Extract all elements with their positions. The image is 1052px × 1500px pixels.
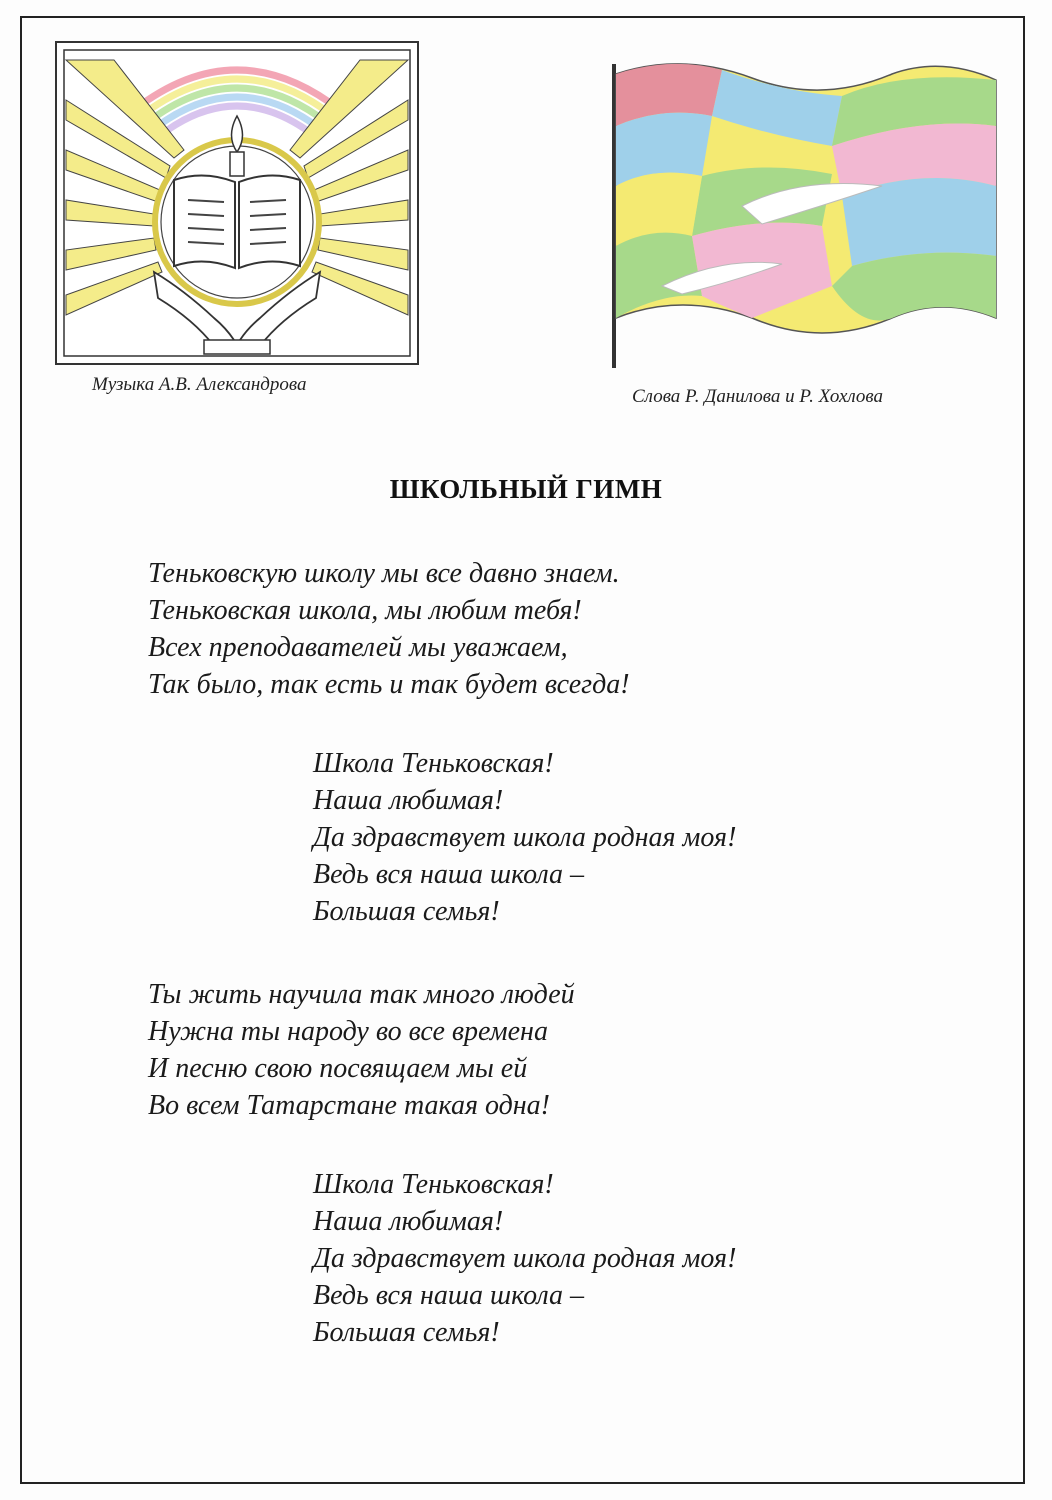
chorus-2 bbox=[313, 1166, 736, 1351]
lyric-line: Да здравствует школа родная моя! bbox=[313, 822, 737, 853]
lyrics-credit: Слова Р. Данилова и Р. Хохлова bbox=[632, 386, 884, 407]
lyric-line: Ведь вся наша школа – bbox=[313, 859, 585, 890]
lyric-line: Нужна ты народу во все времена bbox=[148, 1016, 548, 1047]
lyric-line: Большая семья! bbox=[313, 896, 500, 927]
music-credit: Музыка А.В. Александрова bbox=[92, 374, 307, 395]
lyric-line: Наша любимая! bbox=[313, 785, 504, 816]
lyric-line: И песню свою посвящаем мы ей bbox=[148, 1053, 528, 1084]
lyric-line: Ты жить научила так много людей bbox=[148, 979, 575, 1010]
lyric-line: Да здравствует школа родная моя! bbox=[313, 1243, 737, 1274]
page-title: ШКОЛЬНЫЙ ГИМН bbox=[389, 474, 663, 504]
lyric-line: Теньковскую школу мы все давно знаем. bbox=[148, 558, 620, 589]
lyric-line: Школа Теньковская! bbox=[313, 748, 554, 779]
school-flag-icon bbox=[602, 56, 1002, 376]
lyric-line: Всех преподавателей мы уважаем, bbox=[148, 632, 568, 663]
lyric-line: Наша любимая! bbox=[313, 1206, 504, 1237]
school-emblem-icon bbox=[54, 40, 420, 366]
lyric-line: Так было, так есть и так будет всегда! bbox=[148, 669, 630, 700]
lyric-line: Школа Теньковская! bbox=[313, 1169, 554, 1200]
chorus-1 bbox=[313, 745, 736, 930]
verse-1 bbox=[148, 555, 630, 703]
lyric-line: Большая семья! bbox=[313, 1317, 500, 1348]
lyric-line: Во всем Татарстане такая одна! bbox=[148, 1090, 550, 1121]
lyric-line: Теньковская школа, мы любим тебя! bbox=[148, 595, 582, 626]
lyric-line: Ведь вся наша школа – bbox=[313, 1280, 585, 1311]
verse-2 bbox=[148, 976, 575, 1124]
